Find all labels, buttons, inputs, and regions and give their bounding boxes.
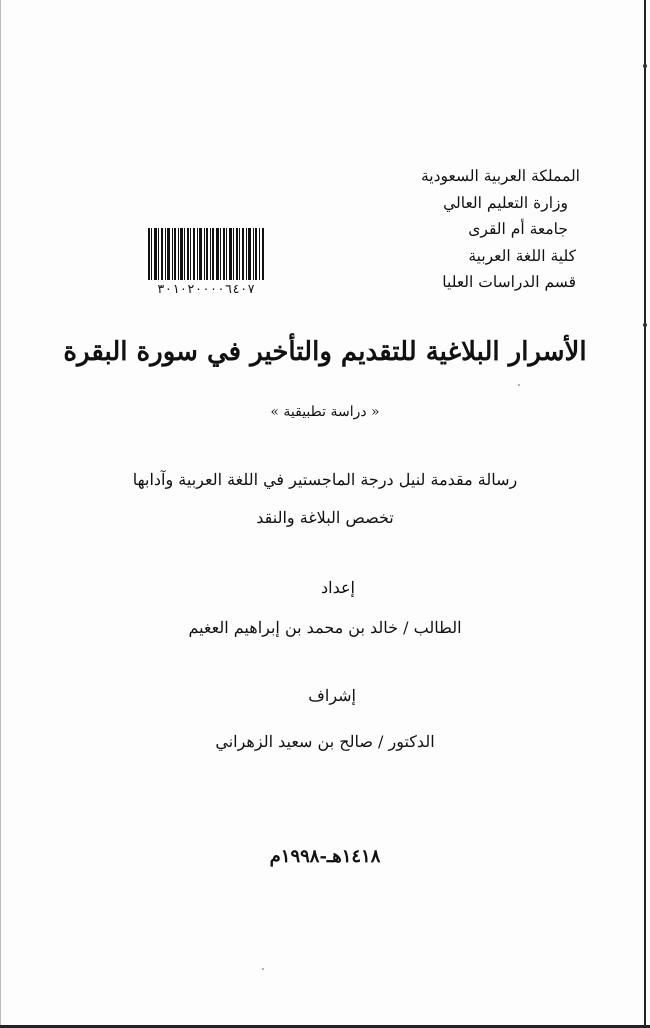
- thesis-title: الأسرار البلاغية للتقديم والتأخير في سورة البقرة: [63, 337, 587, 367]
- specialty-line: تخصص البلاغة والنقد: [256, 508, 394, 527]
- institution-header: [380, 163, 580, 296]
- barcode-icon: [146, 228, 266, 280]
- header-country: المملكة العربية السعودية: [420, 167, 580, 185]
- scan-speck: [643, 323, 647, 327]
- supervisor-name: الدكتور / صالح بن سعيد الزهراني: [215, 732, 435, 751]
- thesis-subtitle: « دراسة تطبيقية »: [270, 404, 380, 420]
- publication-date: ١٤١٨هـ-١٩٩٨م: [269, 846, 381, 867]
- student-name: الطالب / خالد بن محمد بن إبراهيم العغيم: [188, 618, 462, 637]
- header-department: قسم الدراسات العليا: [442, 273, 576, 291]
- supervision-label: إشراف: [308, 686, 356, 705]
- degree-statement: رسالة مقدمة لنيل درجة الماجستير في اللغة العربية وآدابها: [132, 470, 518, 489]
- barcode-number: ٣٠١٠٢٠٠٠٠٦٤٠٧: [157, 281, 255, 296]
- header-college: كلية اللغة العربية: [468, 246, 576, 265]
- scan-speck: [262, 968, 264, 970]
- preparation-label: إعداد: [321, 578, 355, 597]
- scan-speck: [518, 384, 520, 386]
- header-university: جامعة أم القرى: [468, 220, 568, 238]
- scan-speck: [643, 64, 647, 68]
- header-ministry: وزارة التعليم العالي: [443, 193, 568, 212]
